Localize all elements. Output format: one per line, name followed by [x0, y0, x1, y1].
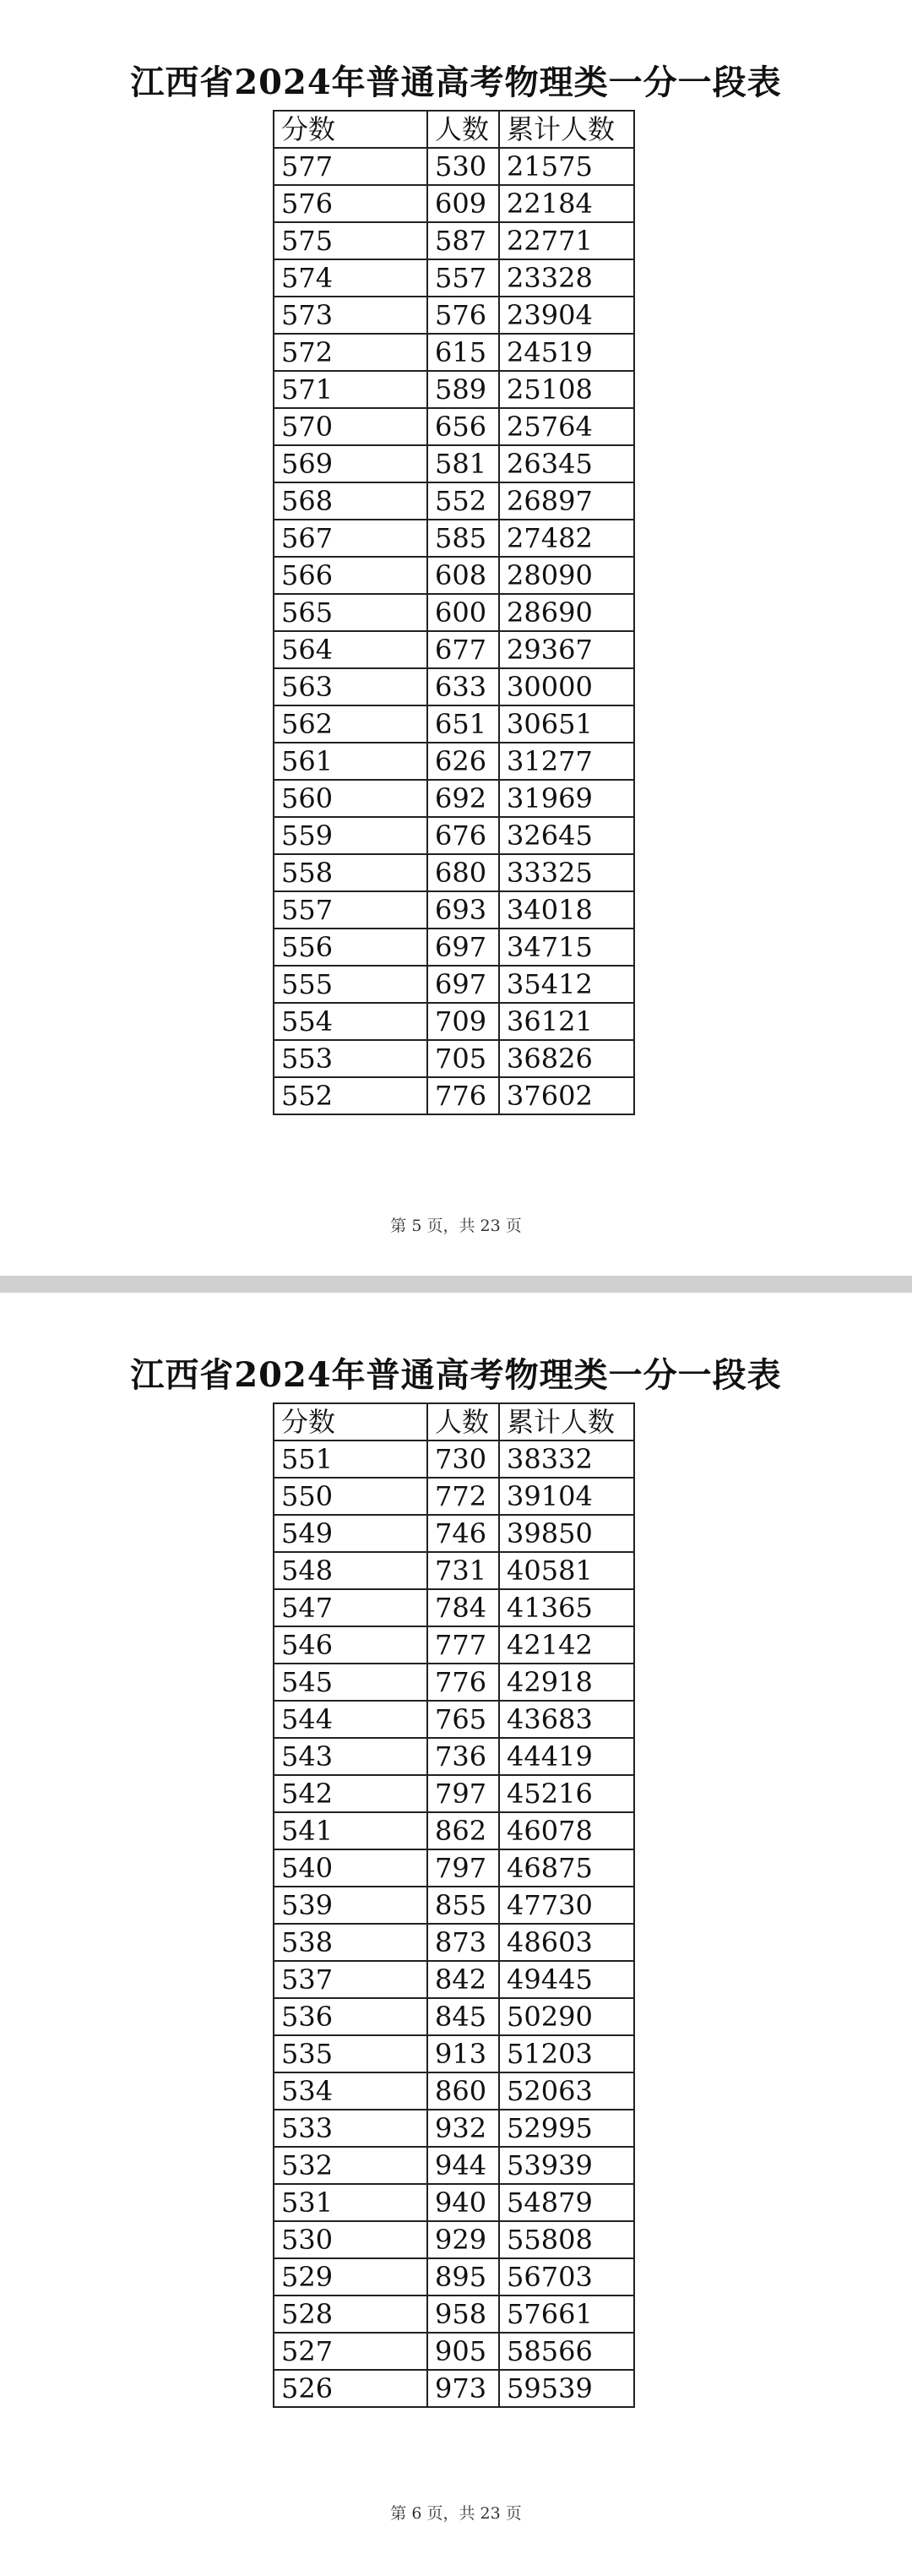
score-table — [273, 110, 635, 1115]
table-row — [274, 408, 634, 445]
count-cell: 784 — [427, 1589, 499, 1626]
table-row — [274, 1077, 634, 1114]
cumulative-cell: 45216 — [499, 1775, 634, 1812]
header-cumulative: 累计人数 — [499, 1403, 634, 1440]
score-cell: 557 — [274, 891, 427, 929]
count-cell: 697 — [427, 929, 499, 966]
score-cell: 546 — [274, 1626, 427, 1664]
cumulative-cell: 35412 — [499, 966, 634, 1003]
count-cell: 656 — [427, 408, 499, 445]
cumulative-cell: 34715 — [499, 929, 634, 966]
table-row — [274, 2147, 634, 2184]
cumulative-cell: 27482 — [499, 520, 634, 557]
score-cell: 574 — [274, 259, 427, 297]
score-cell: 565 — [274, 594, 427, 631]
cumulative-cell: 55808 — [499, 2221, 634, 2258]
count-cell: 777 — [427, 1626, 499, 1664]
cumulative-cell: 53939 — [499, 2147, 634, 2184]
cumulative-cell: 42918 — [499, 1664, 634, 1701]
count-cell: 944 — [427, 2147, 499, 2184]
table-row — [274, 817, 634, 854]
count-cell: 913 — [427, 2035, 499, 2072]
count-cell: 895 — [427, 2258, 499, 2296]
count-cell: 765 — [427, 1701, 499, 1738]
table-row — [274, 1849, 634, 1887]
score-cell: 571 — [274, 371, 427, 408]
count-cell: 697 — [427, 966, 499, 1003]
count-cell: 940 — [427, 2184, 499, 2221]
count-cell: 581 — [427, 445, 499, 482]
table-row — [274, 1440, 634, 1478]
cumulative-cell: 22184 — [499, 185, 634, 222]
count-cell: 736 — [427, 1738, 499, 1775]
score-cell: 529 — [274, 2258, 427, 2296]
score-cell: 548 — [274, 1552, 427, 1589]
count-cell: 855 — [427, 1887, 499, 1924]
count-cell: 552 — [427, 482, 499, 520]
score-cell: 575 — [274, 222, 427, 259]
cumulative-cell: 28690 — [499, 594, 634, 631]
score-cell: 542 — [274, 1775, 427, 1812]
cumulative-cell: 47730 — [499, 1887, 634, 1924]
table-row — [274, 705, 634, 743]
count-cell: 589 — [427, 371, 499, 408]
table-row — [274, 1775, 634, 1812]
score-cell: 531 — [274, 2184, 427, 2221]
count-cell: 746 — [427, 1515, 499, 1552]
cumulative-cell: 38332 — [499, 1440, 634, 1478]
score-cell: 539 — [274, 1887, 427, 1924]
score-cell: 573 — [274, 297, 427, 334]
cumulative-cell: 59539 — [499, 2370, 634, 2407]
count-cell: 905 — [427, 2333, 499, 2370]
cumulative-cell: 36121 — [499, 1003, 634, 1040]
page-footer: 第 5 页，共 23 页 — [390, 1217, 522, 1235]
score-cell: 569 — [274, 445, 427, 482]
score-cell: 536 — [274, 1998, 427, 2035]
score-cell: 562 — [274, 705, 427, 743]
count-cell: 585 — [427, 520, 499, 557]
cumulative-cell: 41365 — [499, 1589, 634, 1626]
count-cell: 797 — [427, 1775, 499, 1812]
table-row — [274, 1738, 634, 1775]
table-header-row — [274, 1403, 634, 1440]
score-cell: 541 — [274, 1812, 427, 1849]
table-row — [274, 1626, 634, 1664]
table-row — [274, 2110, 634, 2147]
score-cell: 564 — [274, 631, 427, 668]
score-cell: 566 — [274, 557, 427, 594]
count-cell: 692 — [427, 780, 499, 817]
cumulative-cell: 39104 — [499, 1478, 634, 1515]
score-cell: 554 — [274, 1003, 427, 1040]
table-row — [274, 148, 634, 185]
table-row — [274, 929, 634, 966]
count-cell: 576 — [427, 297, 499, 334]
table-row — [274, 520, 634, 557]
cumulative-cell: 32645 — [499, 817, 634, 854]
score-cell: 572 — [274, 334, 427, 371]
cumulative-cell: 34018 — [499, 891, 634, 929]
header-score: 分数 — [274, 111, 427, 148]
score-cell: 558 — [274, 854, 427, 891]
count-cell: 693 — [427, 891, 499, 929]
cumulative-cell: 52063 — [499, 2072, 634, 2110]
count-cell: 705 — [427, 1040, 499, 1077]
score-cell: 567 — [274, 520, 427, 557]
count-cell: 557 — [427, 259, 499, 297]
cumulative-cell: 30651 — [499, 705, 634, 743]
score-cell: 559 — [274, 817, 427, 854]
table-row — [274, 334, 634, 371]
count-cell: 587 — [427, 222, 499, 259]
table-row — [274, 780, 634, 817]
cumulative-cell: 26897 — [499, 482, 634, 520]
cumulative-cell: 40581 — [499, 1552, 634, 1589]
table-row — [274, 222, 634, 259]
count-cell: 731 — [427, 1552, 499, 1589]
score-cell: 533 — [274, 2110, 427, 2147]
table-row — [274, 2221, 634, 2258]
header-cumulative: 累计人数 — [499, 111, 634, 148]
cumulative-cell: 21575 — [499, 148, 634, 185]
table-row — [274, 1961, 634, 1998]
table-row — [274, 2296, 634, 2333]
cumulative-cell: 37602 — [499, 1077, 634, 1114]
score-cell: 535 — [274, 2035, 427, 2072]
count-cell: 626 — [427, 743, 499, 780]
score-cell: 556 — [274, 929, 427, 966]
table-row — [274, 891, 634, 929]
score-cell: 547 — [274, 1589, 427, 1626]
table-row — [274, 1589, 634, 1626]
count-cell: 600 — [427, 594, 499, 631]
count-cell: 776 — [427, 1077, 499, 1114]
header-count: 人数 — [427, 1403, 499, 1440]
score-cell: 561 — [274, 743, 427, 780]
score-cell: 537 — [274, 1961, 427, 1998]
cumulative-cell: 50290 — [499, 1998, 634, 2035]
cumulative-cell: 43683 — [499, 1701, 634, 1738]
score-cell: 543 — [274, 1738, 427, 1775]
count-cell: 860 — [427, 2072, 499, 2110]
table-row — [274, 259, 634, 297]
cumulative-cell: 46078 — [499, 1812, 634, 1849]
score-cell: 550 — [274, 1478, 427, 1515]
score-table — [273, 1402, 635, 2408]
table-row — [274, 445, 634, 482]
cumulative-cell: 25764 — [499, 408, 634, 445]
table-row — [274, 297, 634, 334]
count-cell: 842 — [427, 1961, 499, 1998]
score-cell: 527 — [274, 2333, 427, 2370]
count-cell: 873 — [427, 1924, 499, 1961]
table-row — [274, 594, 634, 631]
table-row — [274, 1552, 634, 1589]
cumulative-cell: 44419 — [499, 1738, 634, 1775]
table-row — [274, 1478, 634, 1515]
score-cell: 553 — [274, 1040, 427, 1077]
cumulative-cell: 30000 — [499, 668, 634, 705]
score-cell: 552 — [274, 1077, 427, 1114]
score-cell: 563 — [274, 668, 427, 705]
score-cell: 530 — [274, 2221, 427, 2258]
table-row — [274, 2072, 634, 2110]
cumulative-cell: 28090 — [499, 557, 634, 594]
count-cell: 932 — [427, 2110, 499, 2147]
cumulative-cell: 56703 — [499, 2258, 634, 2296]
table-row — [274, 2258, 634, 2296]
count-cell: 530 — [427, 148, 499, 185]
score-cell: 540 — [274, 1849, 427, 1887]
cumulative-cell: 23904 — [499, 297, 634, 334]
table-row — [274, 1887, 634, 1924]
table-row — [274, 1812, 634, 1849]
count-cell: 973 — [427, 2370, 499, 2407]
count-cell: 677 — [427, 631, 499, 668]
score-cell: 528 — [274, 2296, 427, 2333]
cumulative-cell: 24519 — [499, 334, 634, 371]
score-cell: 534 — [274, 2072, 427, 2110]
cumulative-cell: 23328 — [499, 259, 634, 297]
cumulative-cell: 49445 — [499, 1961, 634, 1998]
score-cell: 568 — [274, 482, 427, 520]
table-row — [274, 1998, 634, 2035]
count-cell: 730 — [427, 1440, 499, 1478]
count-cell: 609 — [427, 185, 499, 222]
count-cell: 633 — [427, 668, 499, 705]
table-row — [274, 1664, 634, 1701]
table-row — [274, 1701, 634, 1738]
table-row — [274, 557, 634, 594]
score-cell: 538 — [274, 1924, 427, 1961]
header-score: 分数 — [274, 1403, 427, 1440]
cumulative-cell: 51203 — [499, 2035, 634, 2072]
table-row — [274, 2184, 634, 2221]
table-row — [274, 1040, 634, 1077]
count-cell: 776 — [427, 1664, 499, 1701]
count-cell: 862 — [427, 1812, 499, 1849]
count-cell: 680 — [427, 854, 499, 891]
cumulative-cell: 57661 — [499, 2296, 634, 2333]
score-cell: 526 — [274, 2370, 427, 2407]
cumulative-cell: 29367 — [499, 631, 634, 668]
cumulative-cell: 42142 — [499, 1626, 634, 1664]
table-row — [274, 966, 634, 1003]
count-cell: 958 — [427, 2296, 499, 2333]
table-row — [274, 743, 634, 780]
cumulative-cell: 36826 — [499, 1040, 634, 1077]
score-cell: 555 — [274, 966, 427, 1003]
page-title: 江西省2024年普通高考物理类一分一段表 — [130, 1355, 782, 1395]
score-cell: 560 — [274, 780, 427, 817]
score-cell: 570 — [274, 408, 427, 445]
count-cell: 929 — [427, 2221, 499, 2258]
count-cell: 709 — [427, 1003, 499, 1040]
cumulative-cell: 25108 — [499, 371, 634, 408]
table-row — [274, 2035, 634, 2072]
cumulative-cell: 58566 — [499, 2333, 634, 2370]
cumulative-cell: 31277 — [499, 743, 634, 780]
score-cell: 532 — [274, 2147, 427, 2184]
table-row — [274, 2333, 634, 2370]
cumulative-cell: 46875 — [499, 1849, 634, 1887]
score-cell: 544 — [274, 1701, 427, 1738]
cumulative-cell: 26345 — [499, 445, 634, 482]
score-cell: 545 — [274, 1664, 427, 1701]
score-cell: 551 — [274, 1440, 427, 1478]
count-cell: 772 — [427, 1478, 499, 1515]
document-page-6 — [0, 1293, 912, 2576]
table-row — [274, 2370, 634, 2407]
table-row — [274, 185, 634, 222]
page-footer: 第 6 页，共 23 页 — [390, 2504, 522, 2523]
cumulative-cell: 52995 — [499, 2110, 634, 2147]
table-row — [274, 1924, 634, 1961]
table-row — [274, 854, 634, 891]
table-row — [274, 1003, 634, 1040]
cumulative-cell: 54879 — [499, 2184, 634, 2221]
cumulative-cell: 31969 — [499, 780, 634, 817]
table-row — [274, 631, 634, 668]
count-cell: 651 — [427, 705, 499, 743]
count-cell: 608 — [427, 557, 499, 594]
cumulative-cell: 33325 — [499, 854, 634, 891]
count-cell: 845 — [427, 1998, 499, 2035]
table-row — [274, 1515, 634, 1552]
count-cell: 615 — [427, 334, 499, 371]
cumulative-cell: 48603 — [499, 1924, 634, 1961]
count-cell: 676 — [427, 817, 499, 854]
document-page-5 — [0, 0, 912, 1276]
count-cell: 797 — [427, 1849, 499, 1887]
score-cell: 577 — [274, 148, 427, 185]
score-cell: 549 — [274, 1515, 427, 1552]
header-count: 人数 — [427, 111, 499, 148]
table-header-row — [274, 111, 634, 148]
cumulative-cell: 39850 — [499, 1515, 634, 1552]
table-row — [274, 668, 634, 705]
score-cell: 576 — [274, 185, 427, 222]
table-row — [274, 371, 634, 408]
table-row — [274, 482, 634, 520]
page-title: 江西省2024年普通高考物理类一分一段表 — [130, 63, 782, 102]
cumulative-cell: 22771 — [499, 222, 634, 259]
